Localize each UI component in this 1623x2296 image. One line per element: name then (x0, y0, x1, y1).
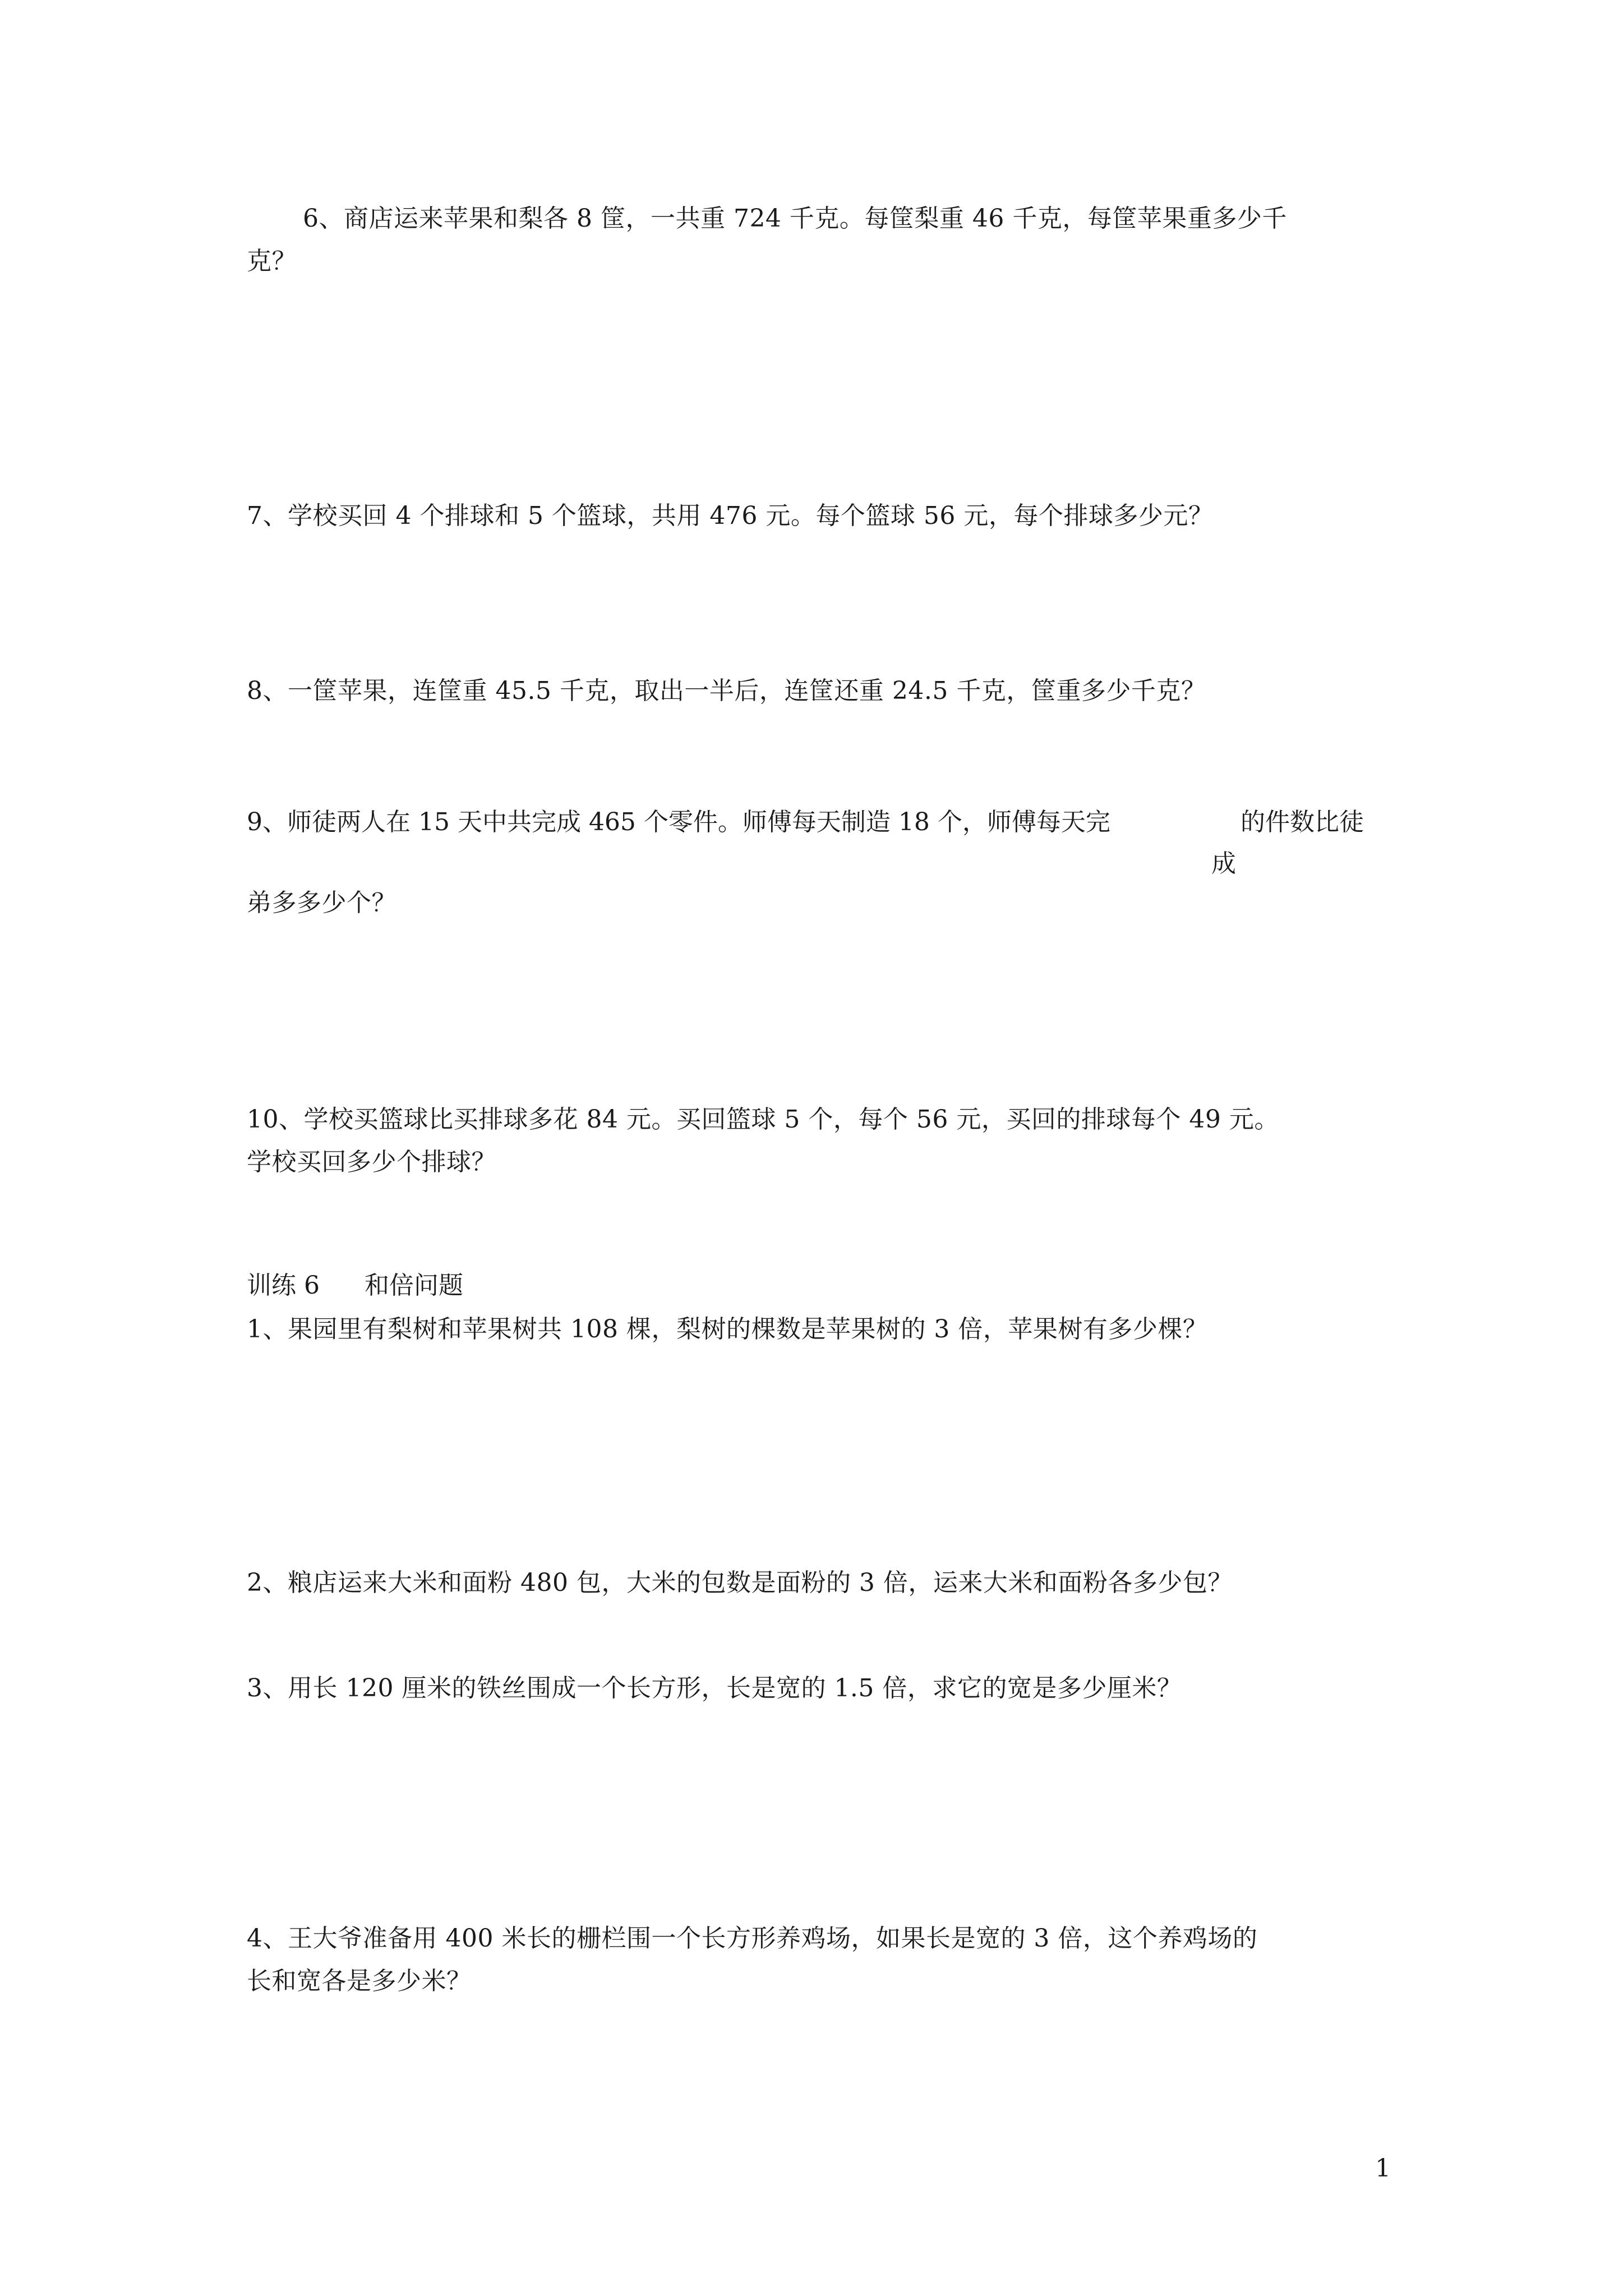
section-question-1-line-1: 1、果园里有梨树和苹果树共 108 棵，梨树的棵数是苹果树的 3 倍，苹果树有多少棵？ (247, 1315, 1208, 1343)
question-6-line-2: 克？ (247, 247, 297, 275)
question-10-line-2: 学校买回多少个排球？ (247, 1148, 496, 1176)
question-9-line-2: 弟多多少个？ (247, 889, 396, 917)
section-title: 和倍问题 (364, 1271, 463, 1300)
section-question-3-line-1: 3、用长 120 厘米的铁丝围成一个长方形，长是宽的 1.5 倍，求它的宽是多少厘米？ (247, 1674, 1182, 1703)
section-label: 训练 6 (247, 1271, 320, 1300)
page-number: 1 (1375, 2154, 1391, 2183)
question-7-line-1: 7、学校买回 4 个排球和 5 个篮球，共用 476 元。每个篮球 56 元，每个排球多少元？ (247, 501, 1214, 530)
section-question-2-line-1: 2、粮店运来大米和面粉 480 包，大米的包数是面粉的 3 倍，运来大米和面粉各多少包？ (247, 1568, 1233, 1597)
section-heading (247, 1269, 463, 1303)
question-9-line-1-b: 的件数比徒 (1241, 808, 1364, 836)
question-9-line-1-a: 9、师徒两人在 15 天中共完成 465 个零件。师傅每天制造 18 个，师傅每天完 (247, 808, 1110, 836)
section-question-4-line-2: 长和宽各是多少米？ (247, 1967, 472, 1995)
question-8-line-1: 8、一筐苹果，连筐重 45.5 千克，取出一半后，连筐还重 24.5 千克，筐重多少千克？ (247, 677, 1206, 705)
question-10-line-1: 10、学校买篮球比买排球多花 84 元。买回篮球 5 个，每个 56 元，买回的排球每个 49 元。 (247, 1105, 1279, 1134)
section-question-4-line-1: 4、王大爷准备用 400 米长的栅栏围一个长方形养鸡场，如果长是宽的 3 倍，这个养鸡场的 (247, 1924, 1258, 1953)
question-9-dropped-char: 成 (1211, 849, 1236, 878)
question-6-line-1: 6、商店运来苹果和梨各 8 筐，一共重 724 千克。每筐梨重 46 千克，每筐苹果重多少千 (303, 204, 1287, 233)
